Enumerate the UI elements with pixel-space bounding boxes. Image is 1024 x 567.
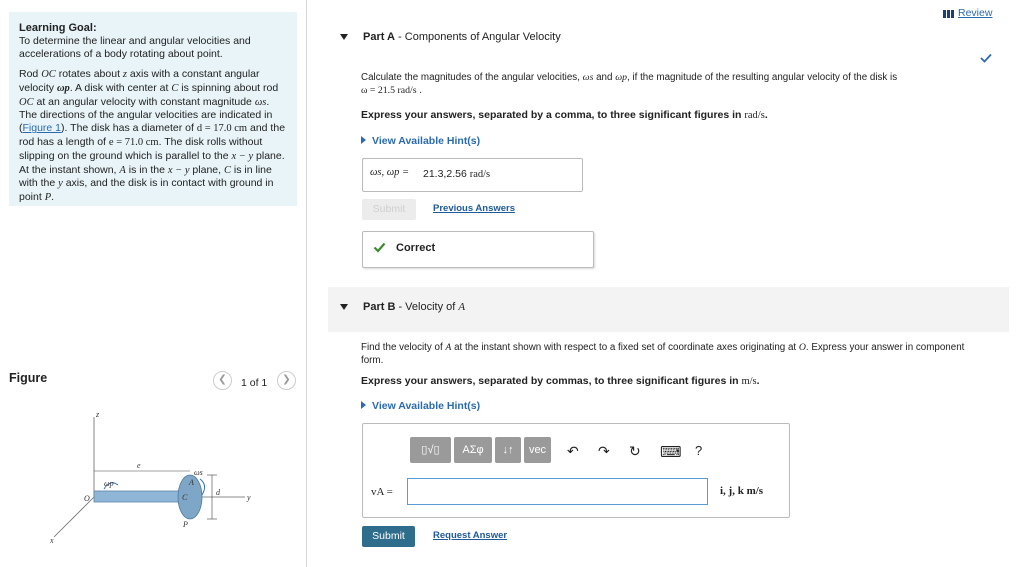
label-o: O — [84, 494, 90, 503]
greek-tool-button[interactable]: ΑΣφ — [454, 437, 492, 463]
part-b-answer-input[interactable] — [407, 478, 708, 505]
part-b-hint-toggle[interactable]: View Available Hint(s) — [361, 400, 480, 412]
part-b-submit-button[interactable]: Submit — [362, 526, 415, 547]
part-b-answer-label: vA = — [371, 486, 393, 498]
learning-goal-text: To determine the linear and angular velocities and accelerations of a body rotating about point. — [19, 35, 251, 60]
figure-pager-text: 1 of 1 — [241, 377, 268, 389]
rotating-disk-figure — [40, 405, 270, 545]
previous-figure-button[interactable]: ❮ — [213, 371, 232, 390]
label-y: y — [247, 493, 251, 502]
label-x: x — [50, 536, 54, 545]
part-a-answer-value: 21.3,2.56 rad/s — [423, 168, 491, 180]
part-a-question: Calculate the magnitudes of the angular velocities, ωs and ωp, if the magnitude of the resulting angular velocity of the disk is ω = 21.5 rad/s . — [361, 72, 898, 96]
collapse-part-b-icon[interactable] — [340, 304, 348, 310]
redo-icon[interactable]: ↷ — [598, 443, 610, 459]
part-b-question: Find the velocity of A at the instant shown with respect to a fixed set of coordinate axes originating at O. Express your answer in component form. — [361, 342, 965, 366]
vector-tool-button[interactable]: vec — [524, 437, 551, 463]
label-c: C — [182, 493, 188, 502]
expand-caret-icon — [361, 401, 366, 409]
arrows-tool-button[interactable]: ↓↑ — [495, 437, 521, 463]
label-omega-p: ωp — [104, 479, 114, 488]
rod — [94, 491, 190, 502]
part-a-hint-toggle[interactable]: View Available Hint(s) — [361, 135, 480, 147]
help-icon[interactable]: ? — [695, 443, 703, 458]
label-a: A — [189, 478, 194, 487]
part-b-units: i, j, k m/s — [720, 485, 764, 497]
learning-goal-title: Learning Goal: — [19, 22, 97, 34]
part-a-heading[interactable]: Part A - Components of Angular Velocity — [363, 31, 561, 43]
figure-link[interactable]: Figure 1 — [22, 122, 62, 135]
templates-tool-button[interactable]: ▯√▯ — [410, 437, 451, 463]
part-b-instruction: Express your answers, separated by commas, to three significant figures in m/s. — [361, 375, 760, 387]
previous-answers-link[interactable]: Previous Answers — [433, 203, 516, 214]
request-answer-link[interactable]: Request Answer — [433, 530, 508, 541]
label-omega-s: ωs — [194, 468, 203, 477]
undo-icon[interactable]: ↶ — [567, 443, 579, 459]
correct-check-icon — [373, 242, 386, 253]
part-b-heading[interactable]: Part B - Velocity of A — [363, 301, 466, 313]
problem-statement: Rod OC rotates about z axis with a constant angular velocity ωp. A disk with center at C is spinning about rod OC at an angular velocity with constant magnitude ωs. The directions of the angular velocities are indicated in (Figure 1). The disk has a diameter of d = 17.0 cm and the rod has a length of e = 71.0 cm. The disk rolls without slipping on the ground which is parallel to the x − y plane. At the instant shown, A is in the x − y plane, C is in line with the y axis, and the disk is in contact with ground in point P. — [19, 68, 286, 204]
correct-feedback-text: Correct — [396, 242, 436, 254]
keyboard-icon[interactable]: ⌨ — [660, 444, 682, 461]
label-d: d — [216, 488, 220, 497]
expand-caret-icon — [361, 136, 366, 144]
part-a-answer-label: ωs, ωp = — [370, 167, 410, 178]
review-link[interactable]: Review — [958, 7, 993, 19]
collapse-part-a-icon[interactable] — [340, 34, 348, 40]
part-a-instruction: Express your answers, separated by a comma, to three significant figures in rad/s. — [361, 109, 768, 121]
review-icon — [943, 10, 954, 18]
label-z: z — [96, 410, 100, 419]
x-axis — [54, 497, 94, 537]
part-a-complete-check-icon — [980, 53, 992, 63]
label-e: e — [137, 461, 141, 470]
figure-heading: Figure — [9, 371, 48, 385]
label-p: P — [183, 520, 188, 529]
panel-divider — [306, 0, 307, 567]
part-a-submit-button[interactable]: Submit — [362, 199, 416, 220]
reset-icon[interactable]: ↻ — [629, 443, 641, 459]
next-figure-button[interactable]: ❯ — [277, 371, 296, 390]
